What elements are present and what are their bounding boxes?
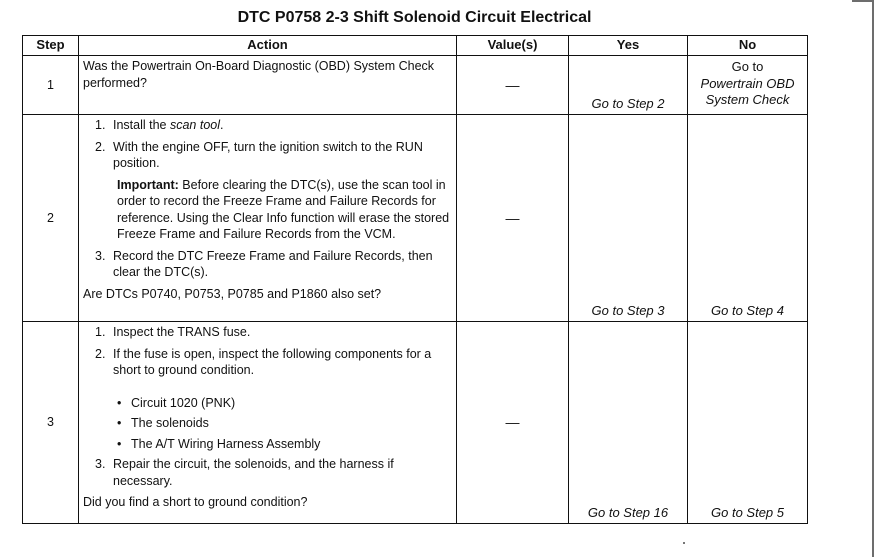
table-row — [23, 115, 808, 322]
yes-cell: Go to Step 16 — [569, 322, 688, 524]
header-yes: Yes — [569, 36, 688, 56]
bullet-mark: • — [117, 416, 122, 430]
header-values: Value(s) — [457, 36, 569, 56]
header-step: Step — [23, 36, 79, 56]
bullet-item: • Circuit 1020 (PNK) — [117, 395, 236, 410]
scan-speck — [683, 542, 685, 544]
step-number: 1 — [23, 56, 79, 115]
header-no: No — [688, 36, 808, 56]
no-cell — [688, 56, 808, 115]
list-item: 3. Record the DTC Freeze Frame and Failure Records, then clear the DTC(s). — [95, 248, 433, 279]
table-row — [23, 322, 808, 524]
bullet-mark: • — [117, 436, 122, 451]
table-row — [23, 56, 808, 115]
table-header-row — [23, 36, 808, 56]
header-action: Action — [79, 36, 457, 56]
list-item: 2. With the engine OFF, turn the ignition switch to the RUN position. — [95, 139, 423, 170]
value-cell: — — [457, 115, 569, 322]
no-goto-text: Go to — [731, 59, 764, 74]
list-item: 1. Inspect the TRANS fuse. — [95, 325, 251, 339]
bullet-item: • The solenoids — [117, 416, 209, 430]
action-question: Was the Powertrain On-Board Diagnostic (OBD) System Check performed? — [83, 59, 435, 90]
list-item: 3. Repair the circuit, the solenoids, and the harness if necessary. — [95, 457, 394, 488]
no-cell: Go to Step 4 — [688, 115, 808, 322]
yes-cell: Go to Step 3 — [569, 115, 688, 322]
action-cell — [79, 115, 457, 322]
action-question: Are DTCs P0740, P0753, P0785 and P1860 also set? — [83, 286, 382, 301]
step-number: 2 — [23, 115, 79, 322]
value-cell: — — [457, 56, 569, 115]
list-item: 1. Install the scan tool. — [95, 118, 224, 132]
step-number: 3 — [23, 322, 79, 524]
bullet-mark: • — [117, 395, 122, 410]
scan-tool-term: scan tool — [169, 118, 221, 132]
window-frame-right — [872, 0, 874, 557]
bullet-item: • The A/T Wiring Harness Assembly — [117, 436, 321, 451]
important-label: Important: — [117, 177, 179, 192]
diagnostic-table — [22, 35, 808, 524]
yes-cell: Go to Step 2 — [569, 56, 688, 115]
value-cell: — — [457, 322, 569, 524]
list-item: 2. If the fuse is open, inspect the following components for a short to ground condition. — [95, 346, 432, 377]
window-frame-top — [852, 0, 874, 2]
important-note: Important: Before clearing the DTC(s), use the scan tool in order to record the Freeze Frame and Failure Records for reference. Using the Clear Info function will erase the stored Freeze Frame and Failure Records from the VCM. — [117, 177, 450, 241]
page-title: DTC P0758 2-3 Shift Solenoid Circuit Electrical — [237, 9, 592, 26]
action-cell — [79, 322, 457, 524]
no-target-text: Powertrain OBD System Check — [700, 75, 795, 107]
action-question: Did you find a short to ground condition? — [83, 495, 308, 509]
no-cell: Go to Step 5 — [688, 322, 808, 524]
component-list — [117, 395, 452, 453]
action-cell — [79, 56, 457, 115]
